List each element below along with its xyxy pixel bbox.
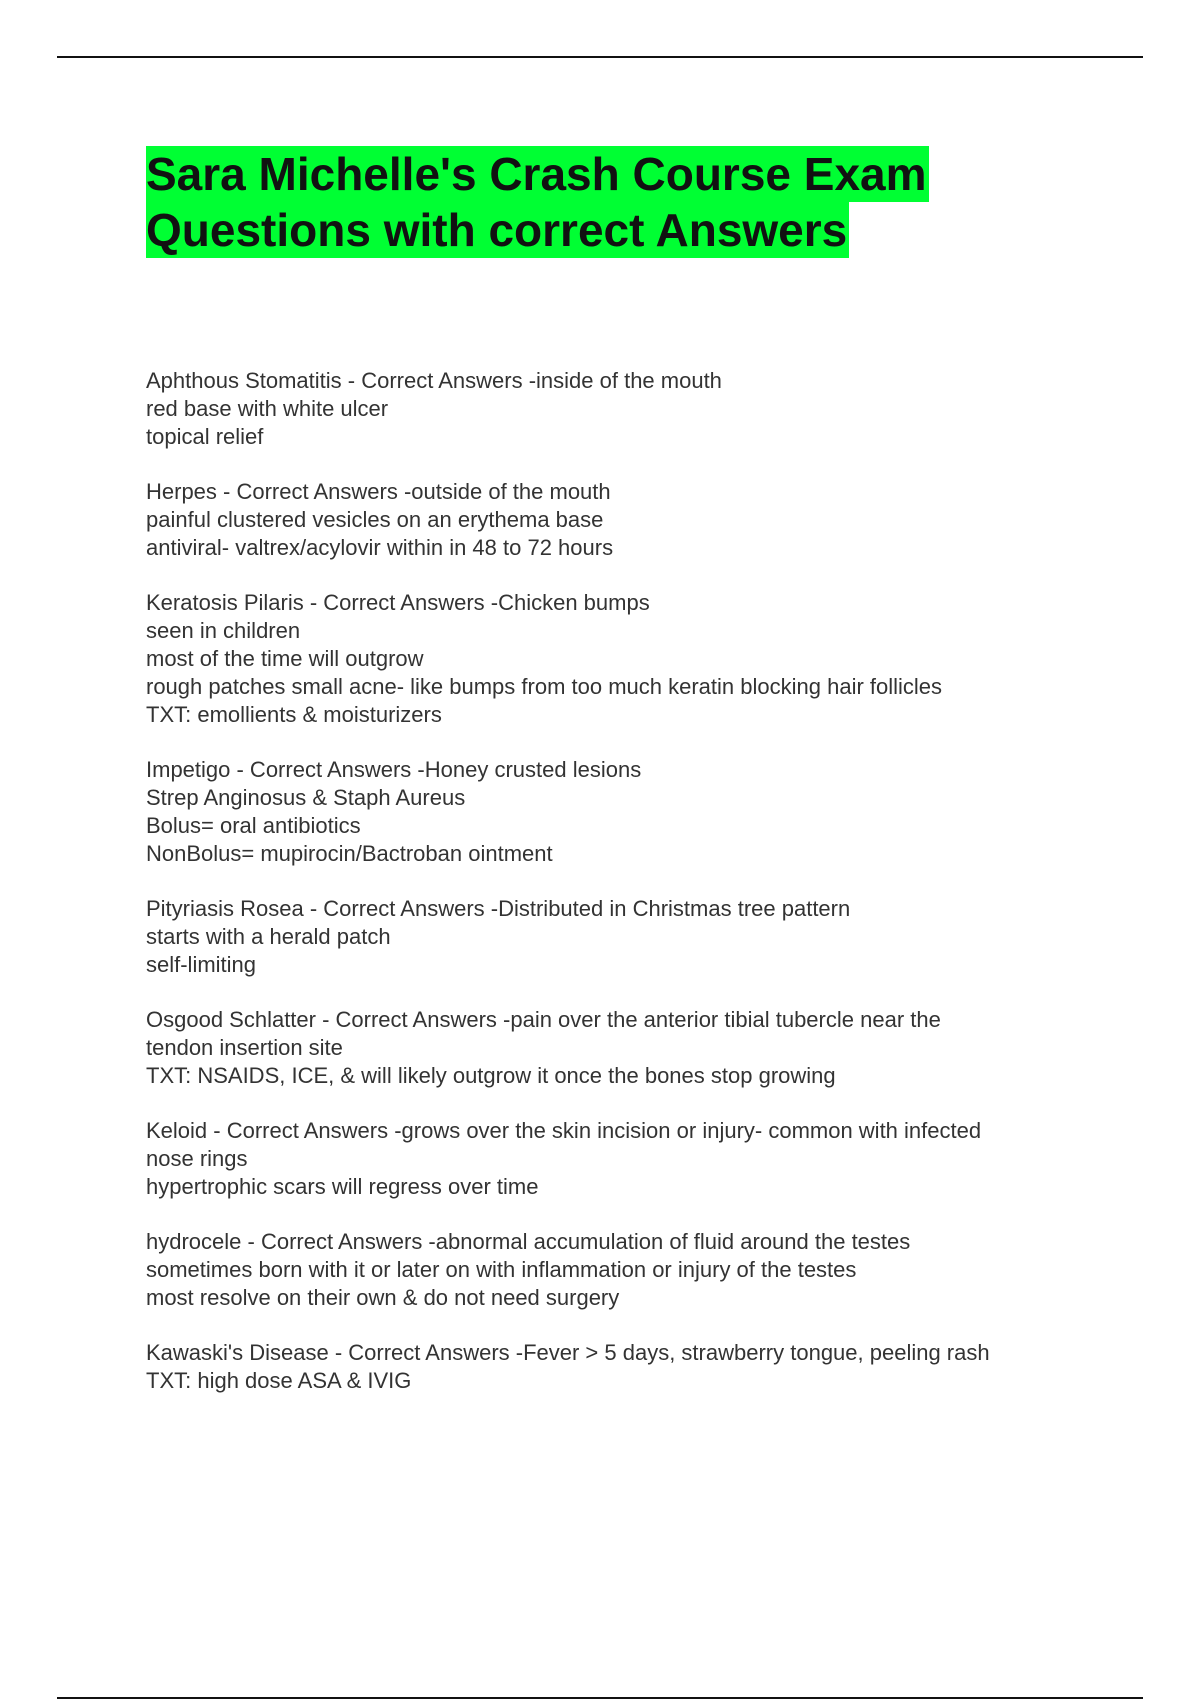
entry-line: red base with white ulcer xyxy=(146,396,389,421)
entry-line: Herpes - Correct Answers -outside of the mouth xyxy=(146,479,611,504)
entry-line: topical relief xyxy=(146,424,264,449)
entry-line: nose rings xyxy=(146,1146,248,1171)
qa-entry xyxy=(146,1339,1106,1395)
entry-line: most resolve on their own & do not need surgery xyxy=(146,1285,620,1310)
entry-line: Pityriasis Rosea - Correct Answers -Distributed in Christmas tree pattern xyxy=(146,896,851,921)
entry-line: Keratosis Pilaris - Correct Answers -Chicken bumps xyxy=(146,590,650,615)
title-line: Questions with correct Answers xyxy=(146,204,848,256)
entry-line: tendon insertion site xyxy=(146,1035,343,1060)
entry-line: Strep Anginosus & Staph Aureus xyxy=(146,785,466,810)
entry-line: Osgood Schlatter - Correct Answers -pain over the anterior tibial tubercle near the xyxy=(146,1007,941,1032)
qa-entry xyxy=(146,1228,1106,1312)
entry-line: Keloid - Correct Answers -grows over the skin incision or injury- common with infected xyxy=(146,1118,982,1143)
qa-entry xyxy=(146,367,1106,451)
entry-line: most of the time will outgrow xyxy=(146,646,424,671)
entry-line: rough patches small acne- like bumps from too much keratin blocking hair follicles xyxy=(146,674,943,699)
entry-line: Bolus= oral antibiotics xyxy=(146,813,361,838)
title-line: Sara Michelle's Crash Course Exam xyxy=(146,148,927,200)
entry-line: starts with a herald patch xyxy=(146,924,391,949)
entry-line: sometimes born with it or later on with inflammation or injury of the testes xyxy=(146,1257,857,1282)
entry-line: TXT: NSAIDS, ICE, & will likely outgrow it once the bones stop growing xyxy=(146,1063,836,1088)
entry-line: antiviral- valtrex/acylovir within in 48 to 72 hours xyxy=(146,535,614,560)
qa-entries xyxy=(146,367,1106,1422)
entry-line: painful clustered vesicles on an erythema base xyxy=(146,507,604,532)
entry-line: TXT: emollients & moisturizers xyxy=(146,702,442,727)
entry-line: seen in children xyxy=(146,618,301,643)
qa-entry xyxy=(146,1006,1106,1090)
entry-line: TXT: high dose ASA & IVIG xyxy=(146,1368,412,1393)
entry-line: NonBolus= mupirocin/Bactroban ointment xyxy=(146,841,553,866)
footer-rule xyxy=(57,1697,1143,1699)
qa-entry xyxy=(146,478,1106,562)
header-rule xyxy=(57,56,1143,58)
entry-line: Impetigo - Correct Answers -Honey crusted lesions xyxy=(146,757,642,782)
qa-entry xyxy=(146,1117,1106,1201)
entry-line: Kawaski's Disease - Correct Answers -Fever > 5 days, strawberry tongue, peeling rash xyxy=(146,1340,990,1365)
entry-line: hypertrophic scars will regress over time xyxy=(146,1174,539,1199)
entry-line: self-limiting xyxy=(146,952,257,977)
qa-entry xyxy=(146,756,1106,868)
entry-line: hydrocele - Correct Answers -abnormal accumulation of fluid around the testes xyxy=(146,1229,911,1254)
document-title xyxy=(146,146,929,258)
qa-entry xyxy=(146,895,1106,979)
qa-entry xyxy=(146,589,1106,729)
entry-line: Aphthous Stomatitis - Correct Answers -inside of the mouth xyxy=(146,368,722,393)
